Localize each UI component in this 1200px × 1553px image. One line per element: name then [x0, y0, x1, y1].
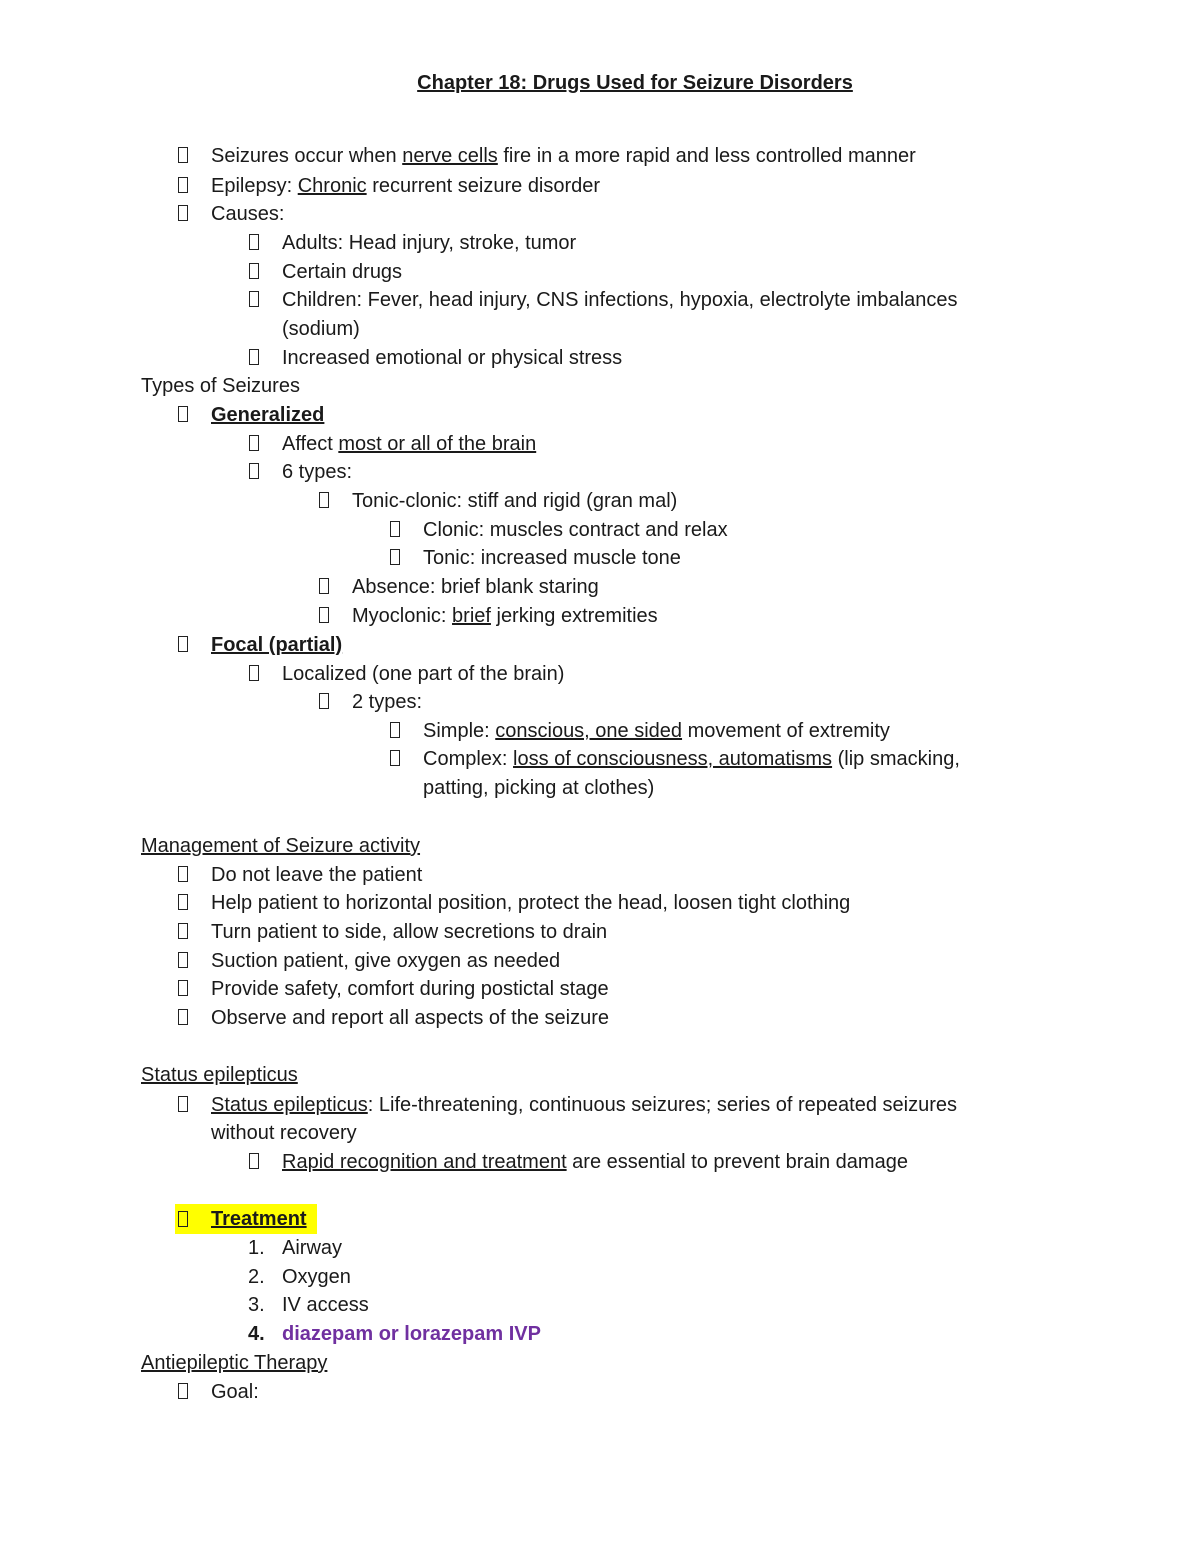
focal-localized: Localized (one part of the brain) [282, 663, 565, 685]
treatment-step-number: 3. [248, 1294, 265, 1316]
underlined-text: Chronic [297, 175, 367, 197]
absence: Absence: brief blank staring [352, 576, 599, 598]
treatment-step: Oxygen [282, 1266, 351, 1288]
types-heading: Types of Seizures [141, 375, 300, 397]
underlined-text: Rapid recognition and treatment [282, 1151, 567, 1173]
complex-focal-cont: patting, picking at clothes) [423, 777, 655, 799]
status-definition-cont: without recovery [211, 1122, 357, 1144]
underlined-text: most or all of the brain [338, 433, 537, 455]
bullet-icon [178, 205, 188, 221]
bullet-icon [390, 722, 400, 738]
treatment-step-drug: diazepam or lorazepam IVP [282, 1323, 541, 1345]
text: Affect [282, 433, 339, 455]
causes-label: Causes: [211, 203, 285, 225]
generalized-affect [282, 432, 536, 456]
bullet-icon [249, 435, 259, 451]
rapid-recognition [282, 1150, 908, 1174]
treatment-step: Airway [282, 1237, 343, 1259]
text: jerking extremities [490, 605, 658, 627]
tonic: Tonic: increased muscle tone [423, 547, 681, 569]
bullet-icon [249, 665, 259, 681]
epilepsy-definition-line [211, 174, 600, 198]
bullet-icon [178, 1096, 188, 1112]
status-heading: Status epilepticus [141, 1064, 298, 1086]
antiepileptic-heading: Antiepileptic Therapy [141, 1352, 328, 1374]
treatment-heading: Treatment [211, 1208, 307, 1230]
underlined-text: conscious, one sided [495, 720, 683, 742]
text: fire in a more rapid and less controlled manner [497, 145, 916, 167]
simple-focal [423, 719, 890, 743]
bullet-icon [249, 291, 259, 307]
text: (lip smacking, [832, 748, 960, 770]
cause-children: Children: Fever, head injury, CNS infections, hypoxia, electrolyte imbalances [282, 289, 958, 311]
cause-stress: Increased emotional or physical stress [282, 347, 623, 369]
cause-drugs: Certain drugs [282, 261, 403, 283]
text: are essential to prevent brain damage [566, 1151, 908, 1173]
bullet-icon [178, 1211, 188, 1227]
bullet-icon [319, 607, 329, 623]
treatment-step-number: 4. [248, 1323, 265, 1345]
text: Simple: [423, 720, 496, 742]
goal-label: Goal: [211, 1381, 259, 1403]
focal-heading: Focal (partial) [211, 634, 343, 656]
bullet-icon [178, 1383, 188, 1399]
generalized-types: 6 types: [282, 461, 353, 483]
management-item: Help patient to horizontal position, protect the head, loosen tight clothing [211, 892, 851, 914]
generalized-heading: Generalized [211, 404, 325, 426]
bullet-icon [178, 866, 188, 882]
treatment-step-number: 2. [248, 1266, 265, 1288]
tonic-clonic: Tonic-clonic: stiff and rigid (gran mal) [352, 490, 678, 512]
underlined-text: nerve cells [402, 145, 498, 167]
cause-children-cont: (sodium) [282, 318, 360, 340]
bullet-icon [249, 234, 259, 250]
text: movement of extremity [682, 720, 890, 742]
bullet-icon [319, 492, 329, 508]
management-heading: Management of Seizure activity [141, 835, 421, 857]
text: recurrent seizure disorder [366, 175, 601, 197]
bullet-icon [390, 521, 400, 537]
myoclonic [352, 604, 658, 628]
bullet-icon [178, 894, 188, 910]
bullet-icon [249, 1153, 259, 1169]
text: Myoclonic: [352, 605, 453, 627]
management-item: Suction patient, give oxygen as needed [211, 950, 561, 972]
bullet-icon [390, 750, 400, 766]
bullet-icon [178, 636, 188, 652]
focal-types: 2 types: [352, 691, 423, 713]
bullet-icon [390, 549, 400, 565]
bullet-icon [178, 923, 188, 939]
text: Seizures occur when [211, 145, 403, 167]
treatment-step: IV access [282, 1294, 369, 1316]
underlined-text: brief [452, 605, 491, 627]
management-item: Observe and report all aspects of the seizure [211, 1007, 609, 1029]
underlined-text: loss of consciousness, automatisms [513, 748, 833, 770]
management-item: Do not leave the patient [211, 864, 423, 886]
page-title: Chapter 18: Drugs Used for Seizure Disorders [417, 72, 853, 94]
bullet-icon [249, 263, 259, 279]
bullet-icon [178, 147, 188, 163]
bullet-icon [178, 952, 188, 968]
bullet-icon [178, 177, 188, 193]
bullet-icon [249, 349, 259, 365]
cause-adults: Adults: Head injury, stroke, tumor [282, 232, 577, 254]
underlined-text: Status epilepticus [211, 1094, 368, 1116]
bullet-icon [249, 463, 259, 479]
status-definition [211, 1093, 957, 1117]
bullet-icon [319, 578, 329, 594]
text: : Life-threatening, continuous seizures; series of repeated seizures [367, 1094, 957, 1116]
bullet-icon [178, 980, 188, 996]
management-item: Provide safety, comfort during postictal stage [211, 978, 609, 1000]
seizure-definition-line [211, 144, 916, 168]
text: Epilepsy: [211, 175, 298, 197]
bullet-icon [178, 406, 188, 422]
bullet-icon [319, 693, 329, 709]
clonic: Clonic: muscles contract and relax [423, 519, 728, 541]
treatment-step-number: 1. [248, 1237, 265, 1259]
text: Complex: [423, 748, 514, 770]
complex-focal [423, 747, 960, 771]
management-item: Turn patient to side, allow secretions to drain [211, 921, 608, 943]
bullet-icon [178, 1009, 188, 1025]
